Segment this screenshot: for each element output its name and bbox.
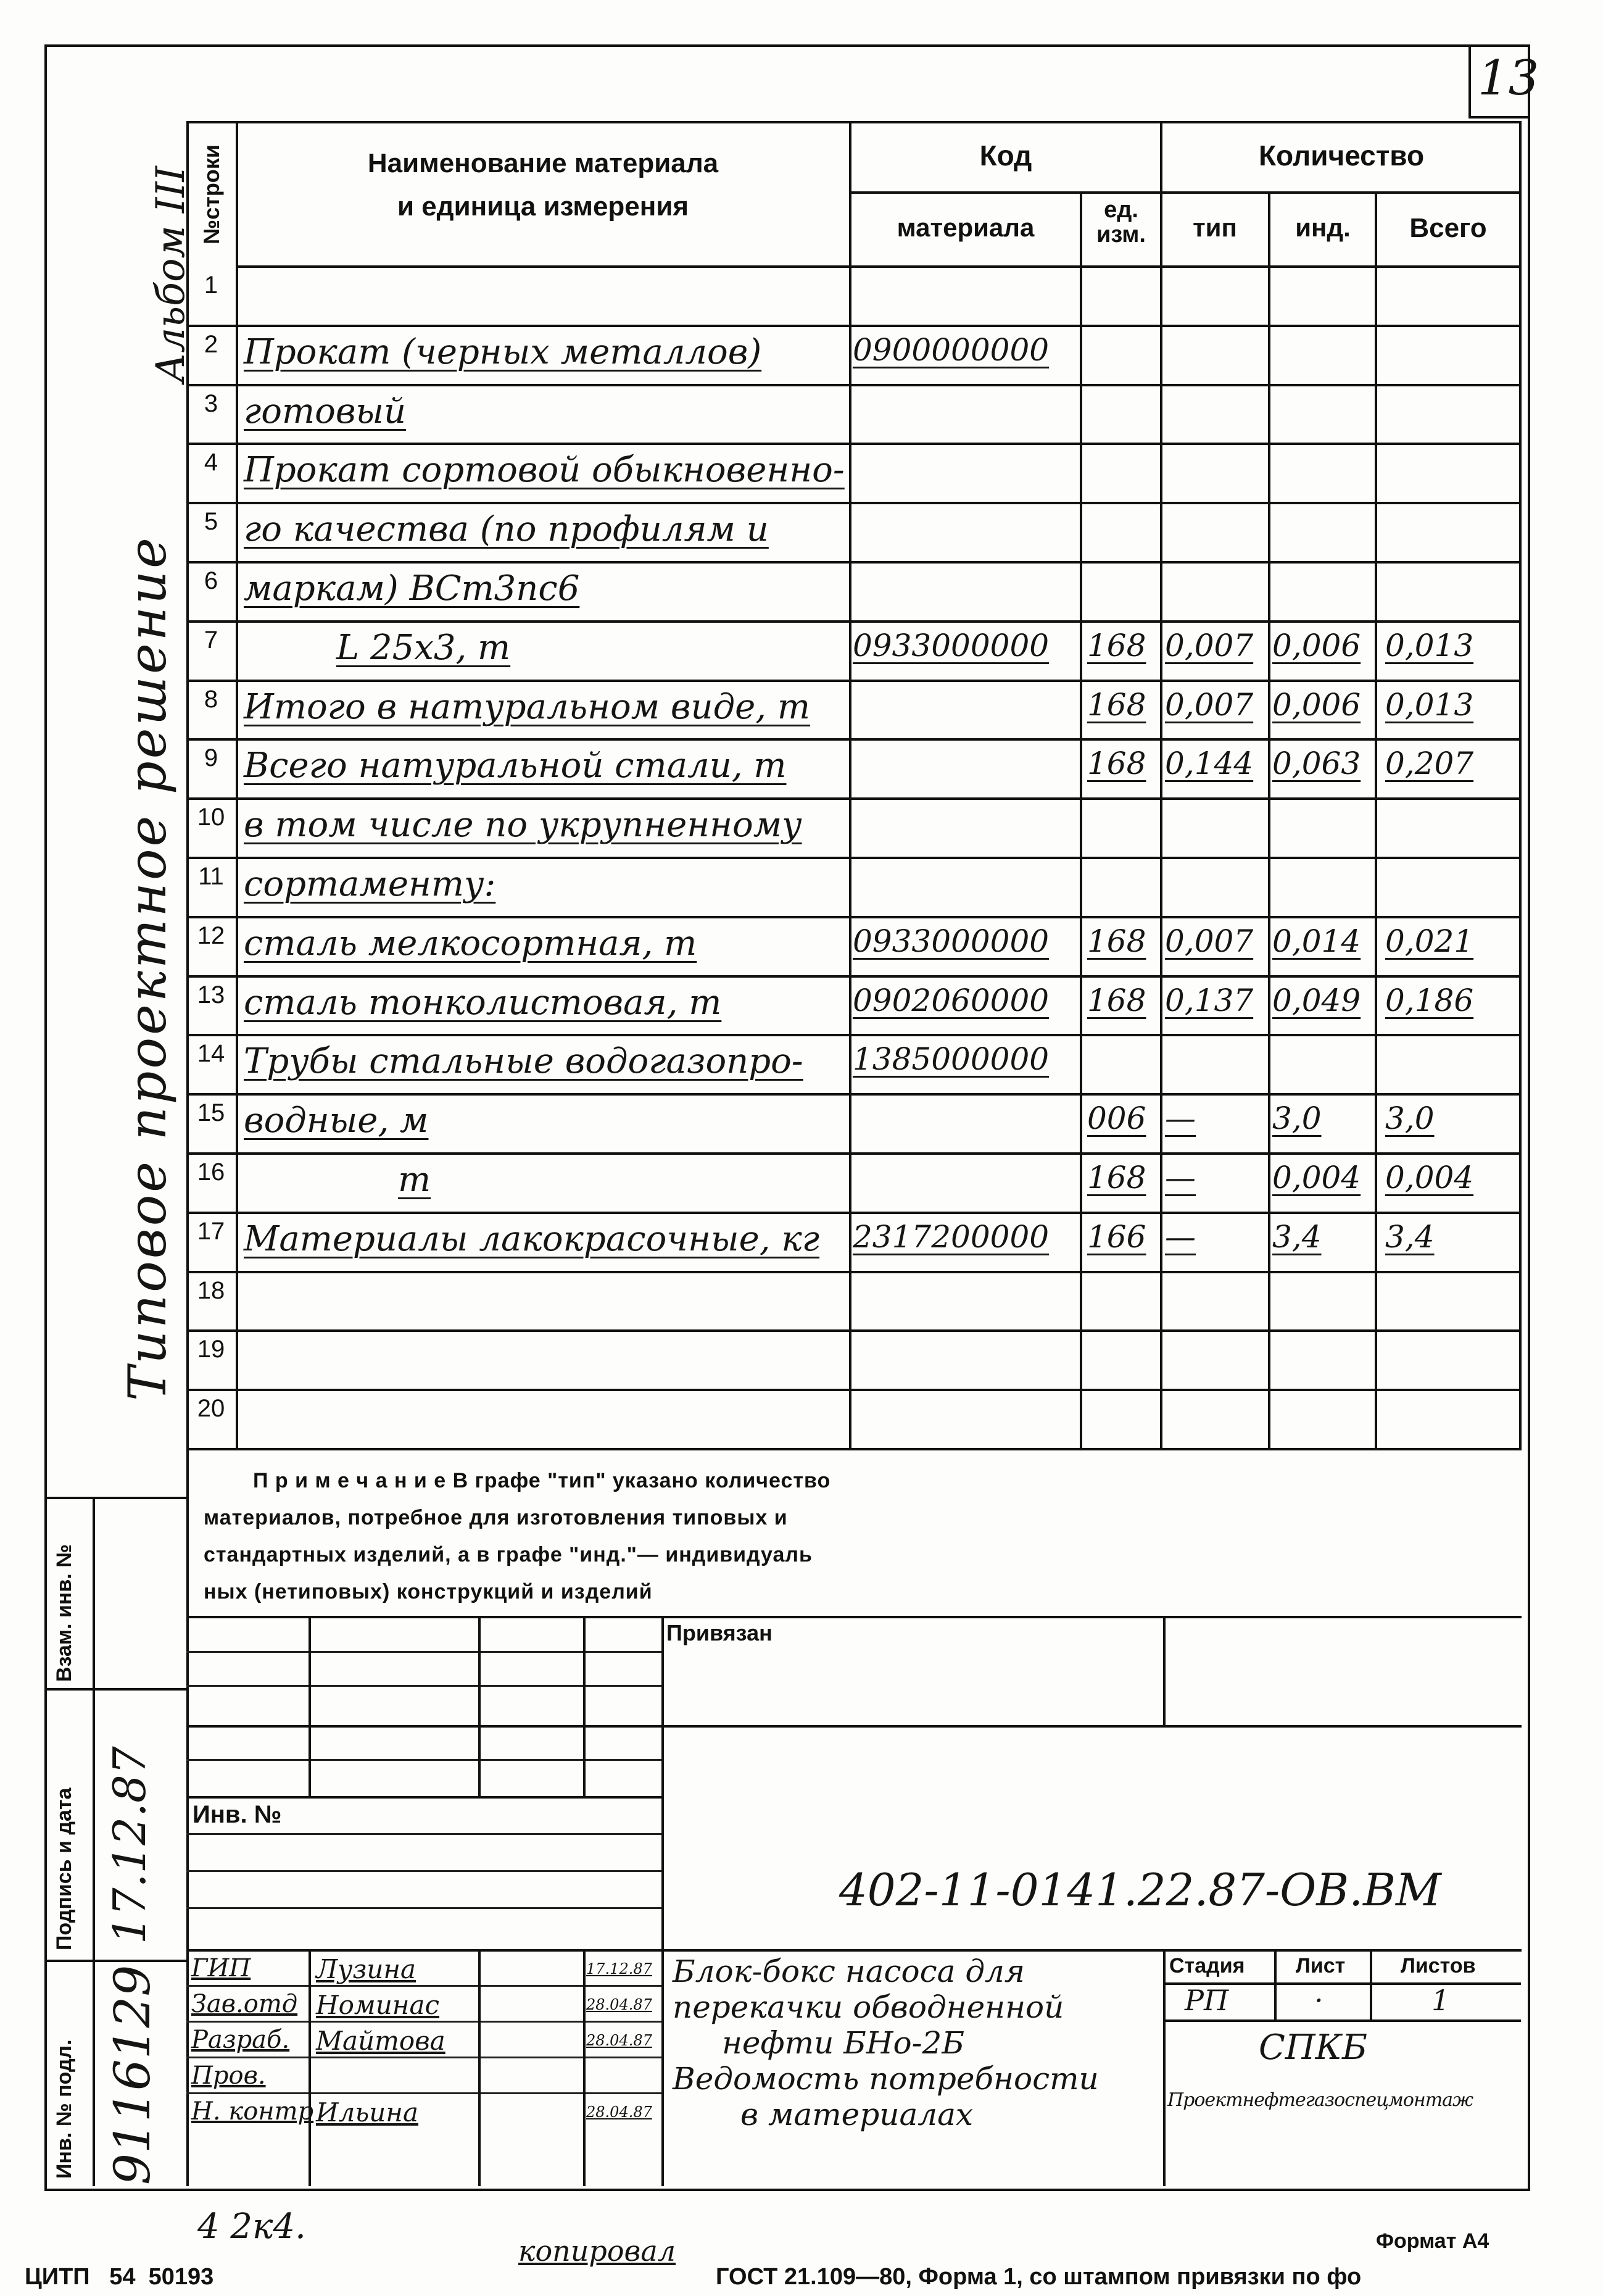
note-line1: П р и м е ч а н и е В графе "тип" указано количество xyxy=(253,1469,831,1492)
org-short: СПКБ xyxy=(1259,2028,1368,2068)
cell-name: Материалы лакокрасочные, кг xyxy=(244,1219,820,1259)
margin-strip-line xyxy=(44,1960,188,1962)
cell-name: маркам) ВСт3пс6 xyxy=(244,568,580,609)
footer-handwritten: 4 2к4. xyxy=(197,2207,306,2247)
header-row-no: №строки xyxy=(199,144,224,244)
person-name: Лузина xyxy=(316,1954,416,1984)
header-unit-line2: изм. xyxy=(1096,222,1146,247)
cell-total: 0,013 xyxy=(1385,628,1474,663)
cell-unit: 168 xyxy=(1087,1160,1146,1196)
row-line xyxy=(186,502,1522,504)
privyazan-label: Привязан xyxy=(666,1620,773,1645)
margin-strip-line xyxy=(44,1688,188,1691)
row-number: 10 xyxy=(197,804,225,831)
row-line xyxy=(186,561,1522,564)
note-line3: стандартных изделий, а в графе "инд."— индивидуаль xyxy=(204,1543,813,1566)
person-role: Зав.отд xyxy=(191,1990,298,2018)
cell-name: готовый xyxy=(244,391,407,431)
row-line xyxy=(186,620,1522,623)
title-line2: перекачки обводненной xyxy=(673,1989,1064,2025)
cell-name: сталь мелкосортная, т xyxy=(244,923,697,963)
row-line xyxy=(186,680,1522,682)
row-number: 13 xyxy=(197,981,225,1009)
row-line xyxy=(186,443,1522,445)
cell-name: Всего натуральной стали, т xyxy=(244,746,787,786)
cell-name: L 25x3, т xyxy=(336,628,511,668)
person-name: Номинас xyxy=(316,1990,440,2020)
cell-name: в том числе по укрупненному xyxy=(244,805,802,845)
header-quantity: Количество xyxy=(1258,139,1425,172)
person-name: Ильина xyxy=(316,2097,418,2128)
header-name-line1: Наименование материала xyxy=(367,148,719,178)
margin-inv-podl: Инв. № подл. xyxy=(52,2039,76,2179)
header-unit-line1: ед. xyxy=(1104,197,1138,223)
person-date: 28.04.87 xyxy=(586,2032,652,2049)
row-number: 19 xyxy=(197,1336,225,1363)
page-number: 13 xyxy=(1478,51,1539,106)
margin-inv-value: 9116129 xyxy=(104,1965,161,2185)
margin-podpis-data: Подпись и дата xyxy=(52,1787,76,1950)
cell-unit: 168 xyxy=(1087,923,1146,959)
cell-unit: 168 xyxy=(1087,983,1146,1018)
margin-strip-line xyxy=(44,1497,188,1499)
person-role: Разраб. xyxy=(191,2026,290,2054)
cell-typ: 0,007 xyxy=(1165,628,1254,663)
footer-copied: копировал xyxy=(518,2234,676,2268)
row-number: 15 xyxy=(197,1099,225,1126)
solution-label: Типовое проектное решение xyxy=(117,535,178,1401)
cell-ind: 3,0 xyxy=(1272,1100,1322,1136)
cell-total: 0,004 xyxy=(1385,1160,1474,1196)
margin-strip-line xyxy=(93,1497,95,2186)
row-line xyxy=(186,1389,1522,1391)
cell-unit: 168 xyxy=(1087,628,1146,663)
cell-code: 0933000000 xyxy=(853,628,1050,663)
row-line xyxy=(186,1212,1522,1214)
org-full: Проектнефтегазоспецмонтаж xyxy=(1167,2089,1473,2111)
row-line xyxy=(186,916,1522,918)
cell-ind: 0,004 xyxy=(1272,1160,1361,1196)
cell-name: Прокат (черных металлов) xyxy=(244,332,762,372)
row-number: 17 xyxy=(197,1218,225,1245)
person-date: 17.12.87 xyxy=(586,1960,652,1978)
row-line xyxy=(186,1271,1522,1273)
row-line xyxy=(186,325,1522,327)
row-line xyxy=(186,1034,1522,1036)
cell-code: 2317200000 xyxy=(853,1219,1050,1255)
margin-sign-date: 17.12.87 xyxy=(104,1746,155,1944)
cell-typ: — xyxy=(1165,1100,1196,1136)
header-code: Код xyxy=(979,139,1032,172)
cell-total: 0,186 xyxy=(1385,983,1474,1018)
row-line xyxy=(186,738,1522,741)
footer-gost: ГОСТ 21.109—80, Форма 1, со штампом привязки по фо xyxy=(716,2264,1362,2290)
sheet-label: Лист xyxy=(1296,1954,1346,1978)
row-number: 2 xyxy=(204,331,218,358)
cell-name: сортаменту: xyxy=(244,864,496,904)
cell-code: 1385000000 xyxy=(853,1041,1050,1077)
row-line xyxy=(186,1093,1522,1096)
cell-unit: 006 xyxy=(1087,1100,1146,1136)
header-unit xyxy=(1082,198,1160,247)
person-date: 28.04.87 xyxy=(586,2103,652,2121)
row-number: 14 xyxy=(197,1040,225,1067)
title-line3: нефти БНо-2Б xyxy=(722,2025,965,2061)
row-number: 5 xyxy=(204,508,218,535)
person-date: 28.04.87 xyxy=(586,1996,652,2013)
row-number: 8 xyxy=(204,686,218,713)
stage-value: РП xyxy=(1185,1984,1229,2017)
row-number: 9 xyxy=(204,744,218,772)
row-line xyxy=(186,797,1522,800)
page-number-box-line xyxy=(1468,116,1528,119)
cell-ind: 0,014 xyxy=(1272,923,1361,959)
row-line xyxy=(186,384,1522,386)
cell-name: го качества (по профилям и xyxy=(244,509,769,549)
album-label: Альбом III xyxy=(148,166,194,383)
header-name-line2: и единица измерения xyxy=(397,191,689,222)
row-number: 7 xyxy=(204,626,218,654)
row-number: 16 xyxy=(197,1158,225,1186)
cell-total: 0,207 xyxy=(1385,746,1474,781)
header-ind: инд. xyxy=(1295,213,1351,242)
cell-code: 0900000000 xyxy=(853,332,1050,368)
title-line1: Блок-бокс насоса для xyxy=(673,1953,1025,1989)
cell-typ: — xyxy=(1165,1160,1196,1196)
cell-ind: 3,4 xyxy=(1272,1219,1322,1255)
cell-typ: 0,144 xyxy=(1165,746,1254,781)
cell-unit: 166 xyxy=(1087,1219,1146,1255)
sheets-value: 1 xyxy=(1431,1984,1450,2017)
title-line4: Ведомость потребности xyxy=(673,2061,1099,2097)
cell-name: сталь тонколистовая, т xyxy=(244,983,722,1023)
cell-typ: 0,007 xyxy=(1165,923,1254,959)
title-line5: в материалах xyxy=(740,2097,974,2132)
cell-typ: 0,007 xyxy=(1165,687,1254,723)
row-number: 4 xyxy=(204,449,218,476)
inv-no-label: Инв. № xyxy=(193,1801,282,1828)
page-number-box-line xyxy=(1468,44,1471,117)
row-number: 1 xyxy=(204,272,218,299)
cell-name: Прокат сортовой обыкновенно- xyxy=(244,450,845,490)
row-line xyxy=(186,975,1522,978)
person-name: Майтова xyxy=(316,2026,445,2056)
row-number: 12 xyxy=(197,922,225,949)
cell-name: Итого в натуральном виде, т xyxy=(244,687,810,727)
cell-code: 0902060000 xyxy=(853,983,1050,1018)
cell-ind: 0,006 xyxy=(1272,628,1361,663)
cell-unit: 168 xyxy=(1087,687,1146,723)
cell-name: т xyxy=(398,1160,431,1200)
person-role: Н. контр xyxy=(191,2097,314,2126)
stage-label: Стадия xyxy=(1169,1954,1245,1978)
cell-unit: 168 xyxy=(1087,746,1146,781)
cell-total: 3,4 xyxy=(1385,1219,1435,1255)
row-number: 20 xyxy=(197,1395,225,1422)
sheets-label: Листов xyxy=(1401,1954,1476,1978)
header-typ: тип xyxy=(1193,213,1237,242)
note-line4: ных (нетиповых) конструкций и изделий xyxy=(204,1580,653,1603)
cell-total: 0,013 xyxy=(1385,687,1474,723)
cell-name: водные, м xyxy=(244,1100,429,1141)
row-number: 3 xyxy=(204,390,218,417)
cell-typ: 0,137 xyxy=(1165,983,1254,1018)
margin-strip-line xyxy=(186,1448,189,2186)
cell-total: 3,0 xyxy=(1385,1100,1435,1136)
row-line xyxy=(186,1152,1522,1155)
row-number: 11 xyxy=(198,863,224,890)
cell-ind: 0,063 xyxy=(1272,746,1361,781)
cell-total: 0,021 xyxy=(1385,923,1474,959)
margin-vzam-inv: Взам. инв. № xyxy=(52,1544,76,1682)
cell-code: 0933000000 xyxy=(853,923,1050,959)
cell-ind: 0,049 xyxy=(1272,983,1361,1018)
cell-typ: — xyxy=(1165,1219,1196,1255)
person-role: Пров. xyxy=(191,2061,266,2090)
header-material: материала xyxy=(897,213,1035,242)
sheet-value: · xyxy=(1314,1984,1323,2017)
cell-ind: 0,006 xyxy=(1272,687,1361,723)
document-code: 402-11-0141.22.87-ОВ.ВМ xyxy=(839,1864,1441,1916)
note-line2: материалов, потребное для изготовления типовых и xyxy=(204,1506,788,1529)
row-number: 6 xyxy=(204,567,218,594)
cell-name: Трубы стальные водогазопро- xyxy=(244,1041,803,1081)
footer-left: ЦИТП 54 50193 xyxy=(25,2264,214,2290)
drawing-title xyxy=(673,1953,1099,2132)
header-total: Всего xyxy=(1409,213,1487,243)
person-role: ГИП xyxy=(191,1954,251,1982)
footer-format: Формат А4 xyxy=(1376,2229,1489,2253)
row-number: 18 xyxy=(197,1277,225,1304)
row-line xyxy=(186,857,1522,859)
row-line xyxy=(186,1329,1522,1332)
